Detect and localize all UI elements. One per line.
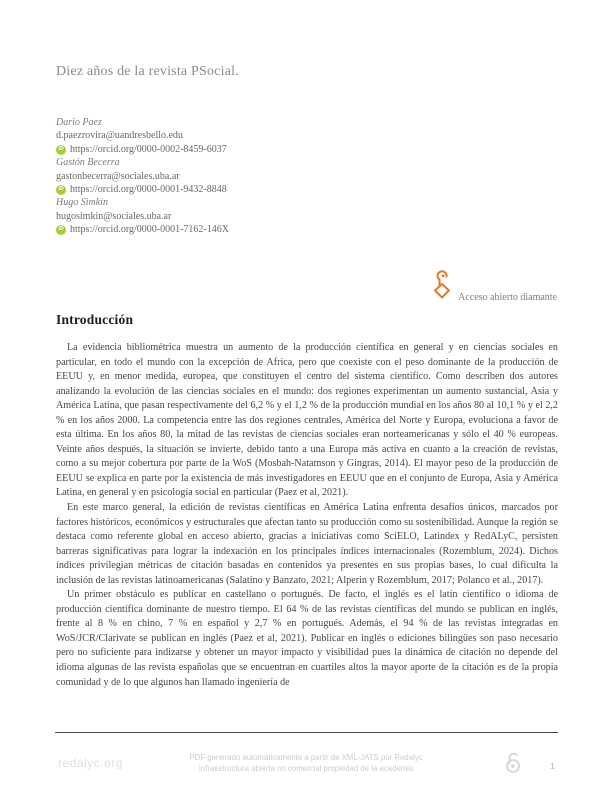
paragraph: En este marco general, la edición de revistas científicas en América Latina enfrenta desafíos únicos, marcados por factores históricos, económicos y estructurales que afectan tanto su producción como su sostenibilidad. Aunque la región se destaca como referente global en acceso abierto, gracias a iniciativas como SciELO, Latindex y RedALyC, persisten barreras significativas para lograr la indexación en los principales índices internacionales (Rozemblum, 2024). Dichos índices privilegian métricas de citación basadas en contenidos ya presentes en sus propias bases, lo cual dificulta la inclusión de las revistas latinoamericanas (Salatino y Banzato, 2021; Alperin y Rozemblum, 2017; Polanco et al., 2017). [56,502,558,586]
orcid-icon: iD [56,225,66,235]
author-entry [56,116,229,156]
paragraph: Un primer obstáculo es publicar en castellano o portugués. De facto, el inglés es el latín científico o idioma de producción científica dominante de nuestro tiempo. El 64 % de las revistas científicas del mundo se publican en inglés, frente al 8 % en chino, 7 % en español y 2,7 % en portugués. Además, el 94 % de las revistas integradas en WoS/JCR/Clarivate se publican en inglés (Paez et al, 2021). Publicar en inglés o ediciones bilingües son paso necesario pero no suficiente para indizarse y obtener un mayor impacto y visibilidad pues la dinámica de citación no depende del idioma algunas de las revista españolas que se encuentran en cuartiles altos la mayor aporte de la citación es de la propia comunidad y de lo que algunos han llamado ingeniería de [56,589,558,688]
orcid-row [56,223,229,236]
footer-note-line1: PDF generado automáticamente a partir de XML-JATS por Redalyc [189,753,423,762]
diamond-open-access-badge [431,270,557,305]
author-name: Dario Paez [56,117,102,128]
author-email[interactable]: gastonbecerra@sociales.uba.ar [56,170,180,182]
diamond-open-access-icon [431,270,453,305]
paragraph: La evidencia bibliométrica muestra un aumento de la producción científica en general y en ciencias sociales en particular, en todo el mundo con la excepción de Africa, pero que coexiste con el peso dominante de la producción de EEUU y, en menor medida, europea, que constituyen el centro del sistema científico. Como describen dos autores analizando la evolución de las ciencias sociales en el mundo: dos regiones experimentan un aumento sustancial, Asia y América Latina, que pasan respectivamente del 6,2 % y el 1,2 % de la producción mundial en los años 80 al 10,1 % y el 2,2 % en los años 2000. La competencia entre las dos regiones centrales, América del Norte y Europa, evoluciona a favor de esta última. En los años 80, la mitad de las revistas de ciencias sociales eran norteamericanas y sólo el 40 % europeas. Veinte años después, la situación se invierte, debido tanto a una Europa más activa en cuanto a la creación de revistas, como a su mejor cobertura por parte de la WoS (Mosbah-Natamson y Gingras, 2014). El mayor peso de la producción de EEUU se explica en parte por la existencia de más investigadores en EEUU que en el conjunto de Europa, Asia y América Latina, en general y en psicología social en particular (Paez et al, 2021). [56,342,558,499]
page-number: 1 [550,761,555,771]
orcid-icon: iD [56,185,66,195]
author-entry [56,156,229,196]
redalyc-logo: redalyc.org [58,756,123,770]
orcid-link[interactable]: https://orcid.org/0000-0002-8459-6037 [70,143,227,155]
author-block [56,116,229,237]
access-badge-label: Acceso abierto diamante [458,292,557,303]
orcid-row [56,183,229,196]
orcid-icon: iD [56,145,66,155]
author-entry [56,196,229,236]
section-heading-introduccion: Introducción [56,312,134,327]
author-email[interactable]: hugosimkin@sociales.uba.ar [56,210,172,222]
author-email[interactable]: d.paezrovira@uandresbello.edu [56,130,183,142]
footer-note-line2: Infraestructura abierta no comercial propiedad de la academia [198,763,414,773]
article-body [56,341,558,690]
author-name: Gastón Becerra [56,157,120,169]
orcid-link[interactable]: https://orcid.org/0000-0001-9432-8848 [70,184,227,196]
open-access-icon [504,750,522,779]
footer-divider [55,732,558,733]
orcid-link[interactable]: https://orcid.org/0000-0001-7162-146X [70,224,229,236]
page-title: Diez años de la revista PSocial. [56,64,239,79]
author-name: Hugo Simkin [56,197,108,209]
orcid-row [56,143,229,156]
